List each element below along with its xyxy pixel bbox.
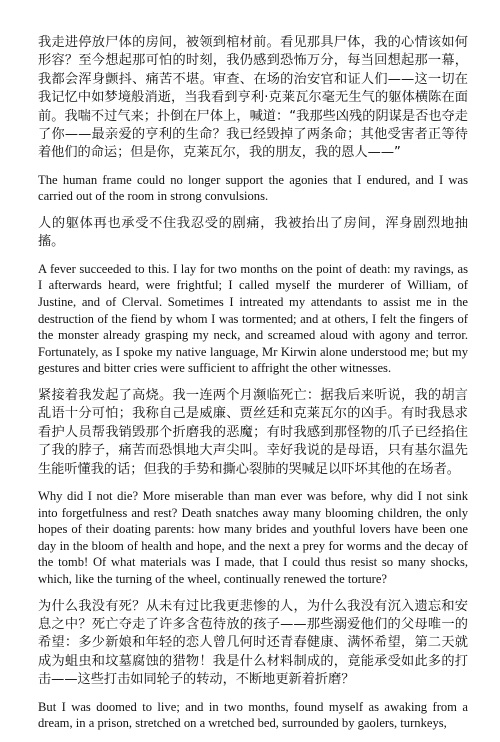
chinese-paragraph-2: 人的躯体再也承受不住我忍受的剧痛，我被抬出了房间，浑身剧烈地抽搐。 xyxy=(38,216,468,250)
english-paragraph-3: Why did I not die? More miserable than man ever was before, why did I not sink into forgetfulness and rest? Death snatches away many blooming children, the only hopes of their doating parents: how many brides and youthful lovers have been one day in the bloom of health and hope, and the next a prey for worms and the decay of the tomb! Of what materials was I made, that I could thus resist so many shocks, which, like the turning of the wheel, continually renewed the torture? xyxy=(38,489,468,586)
bilingual-text-page xyxy=(38,34,468,742)
chinese-paragraph-4: 为什么我没有死？从未有过比我更悲惨的人，为什么我没有沉入遗忘和安息之中？死亡夺走了许多含苞待放的孩子——那些溺爱他们的父母唯一的希望：多少新娘和年轻的恋人曾几何时还青春健康、满怀希望，第二天就成为蛆虫和坟墓腐蚀的猎物！我是什么材料制成的，竟能承受如此多的打击——这些打击如同轮子的转动，不断地更新着折磨？ xyxy=(38,598,468,688)
english-paragraph-2: A fever succeeded to this. I lay for two months on the point of death: my ravings, as I afterwards heard, were frightful; I called myself the murderer of William, of Justine, and of Clerval. Sometimes I intreated my attendants to assist me in the destruction of the fiend by whom I was tormented; and at others, I felt the fingers of the monster already grasping my neck, and screamed aloud with agony and terror. Fortunately, as I spoke my native language, Mr Kirwin alone understood me; but my gestures and bitter cries were sufficient to affright the other witnesses. xyxy=(38,261,468,376)
english-paragraph-4: But I was doomed to live; and in two months, found myself as awaking from a dream, in a prison, stretched on a wretched bed, surrounded by gaolers, turnkeys, xyxy=(38,699,468,731)
english-paragraph-1: The human frame could no longer support the agonies that I endured, and I was carried out of the room in strong convulsions. xyxy=(38,172,468,204)
chinese-paragraph-3: 紧接着我发起了高烧。我一连两个月濒临死亡：据我后来听说，我的胡言乱语十分可怕；我称自己是威廉、贾丝廷和克莱瓦尔的凶手。有时我恳求看护人员帮我销毁那个折磨我的恶魔；有时我感到那怪物的爪子已经掐住了我的脖子，痛苦而恐惧地大声尖叫。幸好我说的是母语，只有基尔温先生能听懂我的话；但我的手势和撕心裂肺的哭喊足以吓坏其他的在场者。 xyxy=(38,388,468,477)
chinese-paragraph-1: 我走进停放尸体的房间，被领到棺材前。看见那具尸体，我的心情该如何形容？至今想起那可怕的时刻，我仍感到恐怖万分，每当回想起那一幕，我都会浑身颤抖、痛苦不堪。审查、在场的治安官和证人们——这一切在我记忆中如梦境般消逝，当我看到亨利·克莱瓦尔毫无生气的躯体横陈在面前。我喘不过气来；扑倒在尸体上，喊道：“我那些凶残的阴谋是否也夺走了你——最亲爱的亨利的生命？我已经毁掉了两条命；其他受害者正等待着他们的命运；但是你，克莱瓦尔，我的朋友，我的恩人——” xyxy=(38,35,468,161)
